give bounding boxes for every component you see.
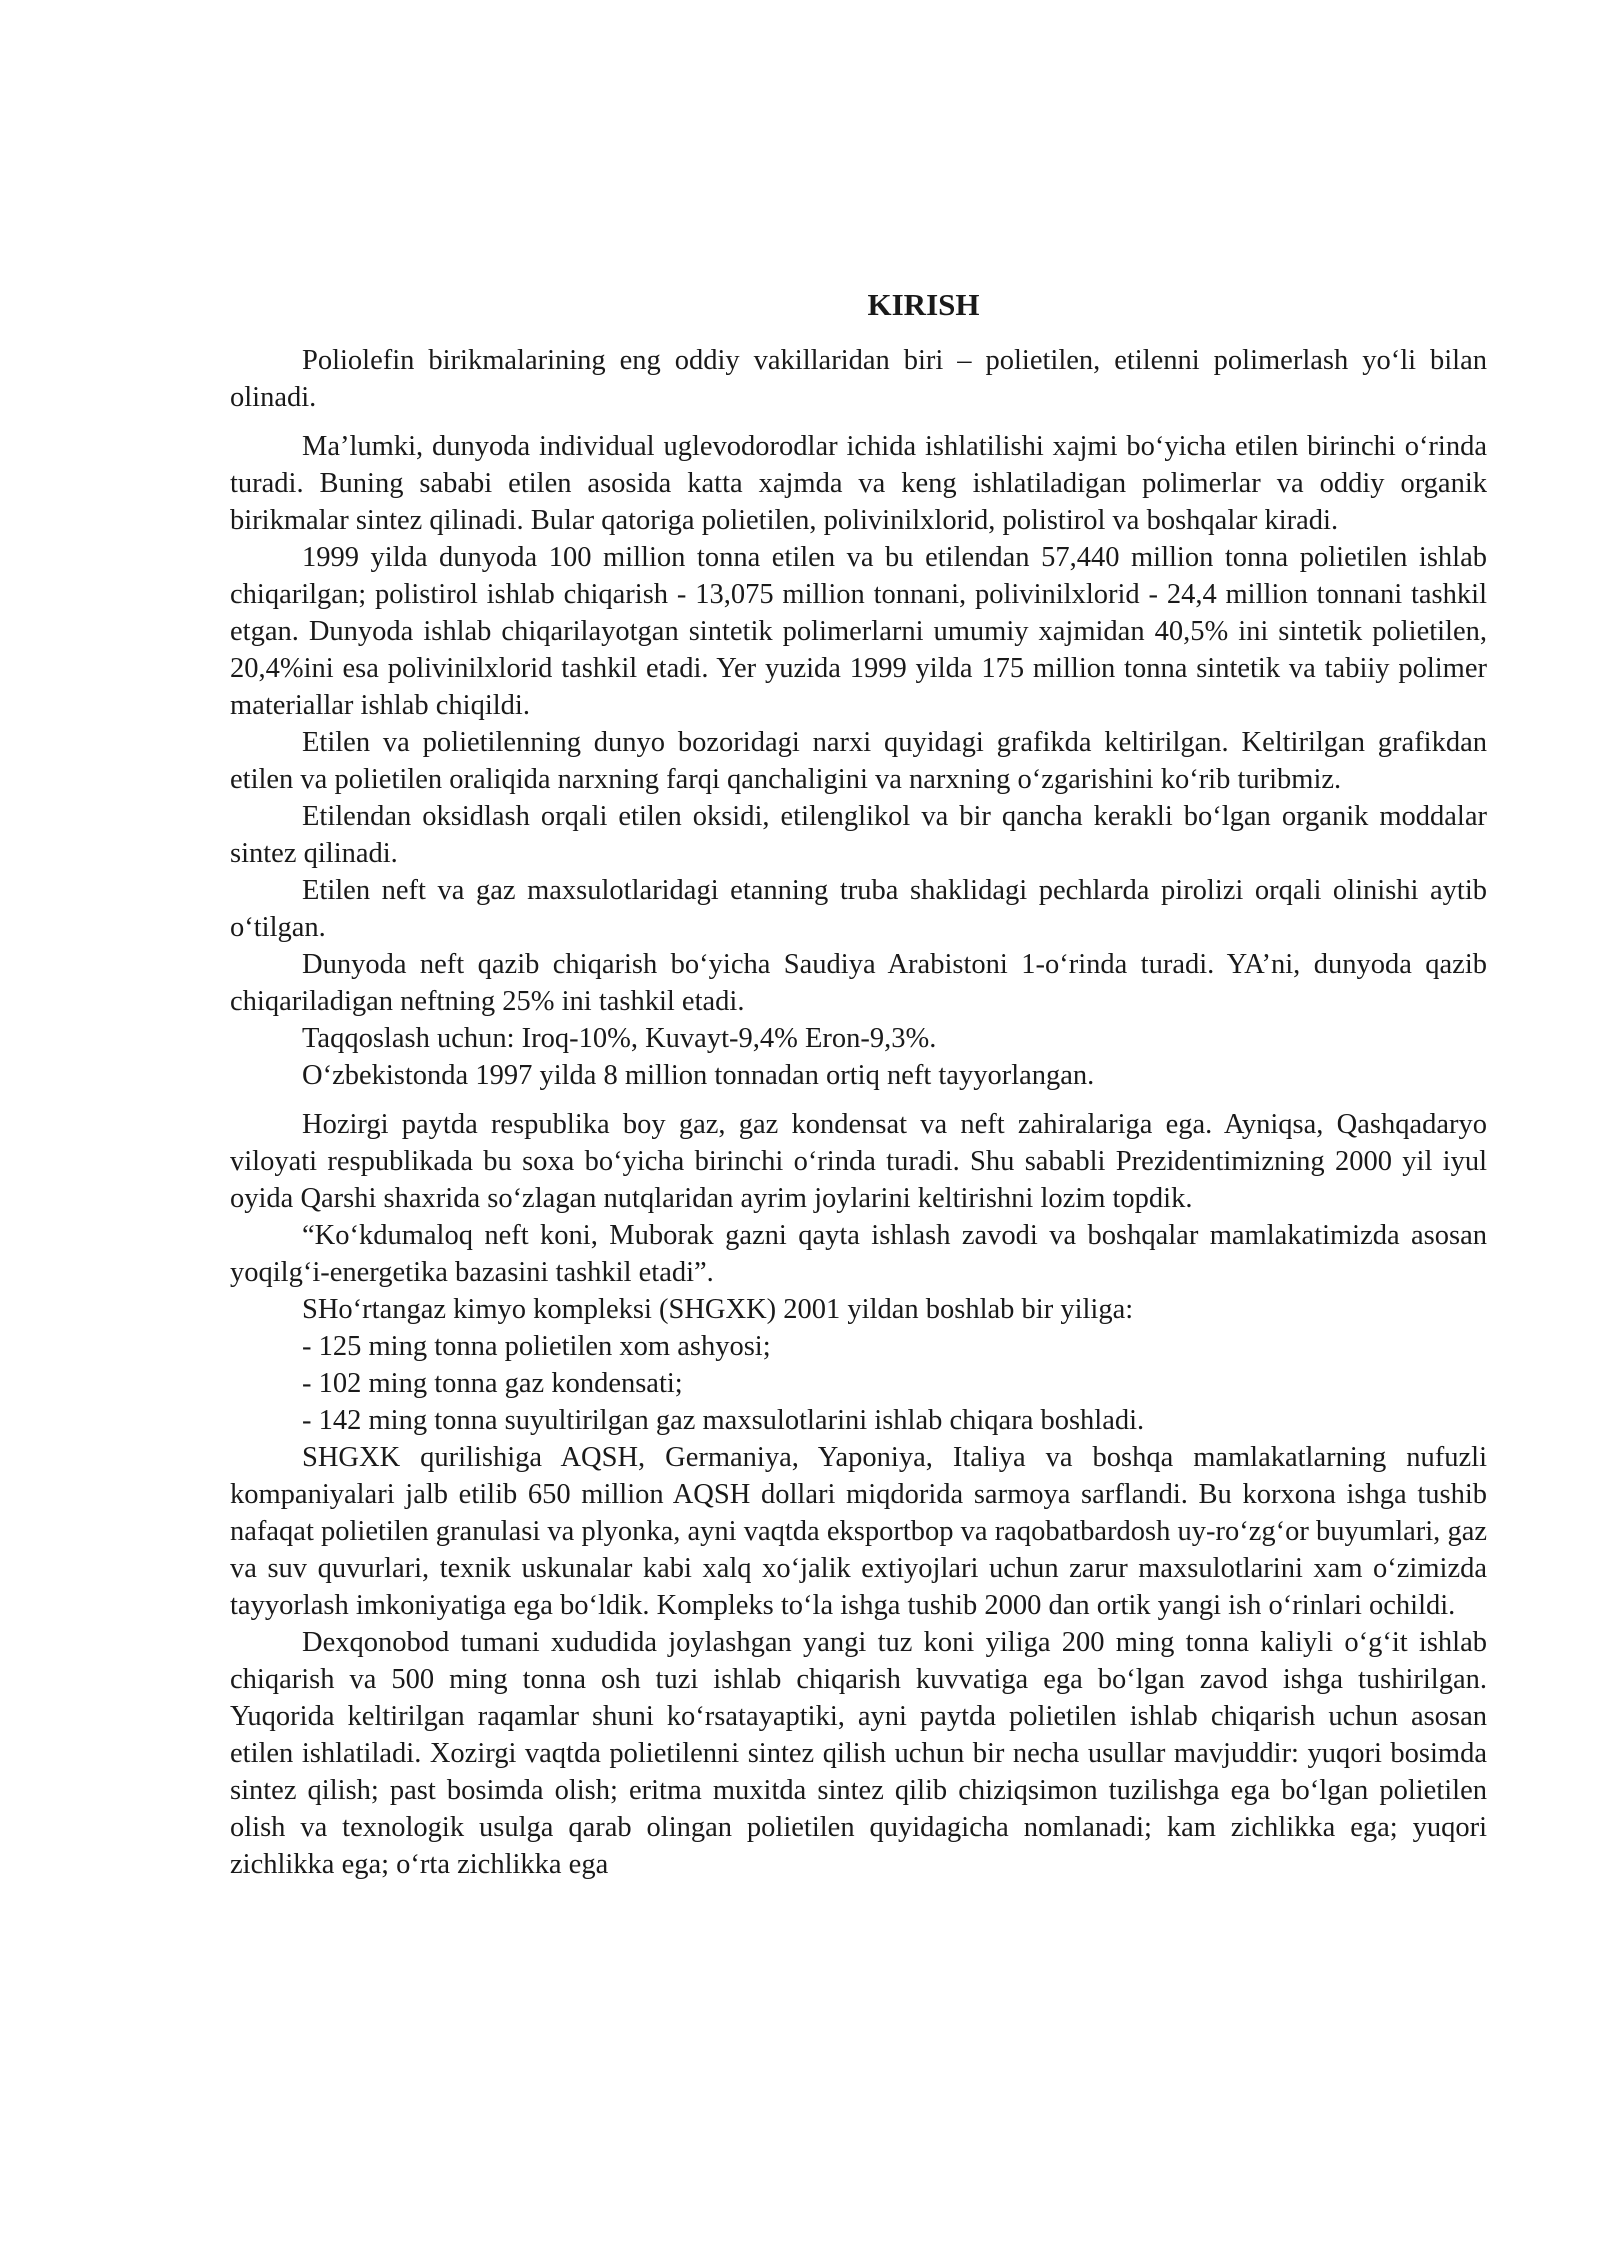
paragraph: Etilendan oksidlash orqali etilen oksidi, etilenglikol va bir qancha kerakli bo‘lgan organik moddalar sintez qilinadi. — [230, 801, 1487, 869]
paragraph: Etilen va polietilenning dunyo bozoridagi narxi quyidagi grafikda keltirilgan. Keltirilgan grafikdan etilen va polietilen oraliqida narxning farqi qanchaligini va narxning o‘zgarishini ko‘rib turibmiz. — [230, 727, 1487, 795]
paragraph-quote: “Ko‘kdumaloq neft koni, Muborak gazni qayta ishlash zavodi va boshqalar mamlakatimizda asosan yoqilg‘i-energetika bazasini tashkil etadi”. — [230, 1220, 1487, 1288]
list-item: - 142 ming tonna suyultirilgan gaz maxsulotlarini ishlab chiqara boshladi. — [302, 1405, 1145, 1436]
page-title: KIRISH — [867, 287, 980, 322]
document-body — [230, 285, 1487, 1883]
paragraph: 1999 yilda dunyoda 100 million tonna etilen va bu etilendan 57,440 million tonna polietilen ishlab chiqarilgan; polistirol ishlab chiqarish - 13,075 million tonnani, polivinilxlorid - 24,4 million tonnani tashkil etgan. Dunyoda ishlab chiqarilayotgan sintetik polimerlarni umumiy xajmidan 40,5% ini sintetik polietilen, 20,4%ini esa polivinilxlorid tashkil etadi. Yer yuzida 1999 yilda 175 million tonna sintetik va tabiiy polimer materiallar ishlab chiqildi. — [230, 542, 1487, 721]
paragraph: Hozirgi paytda respublika boy gaz, gaz kondensat va neft zahiralariga ega. Ayniqsa, Qashqadaryo viloyati respublikada bu soxa bo‘yicha birinchi o‘rinda turadi. Shu sababli Prezidentimizning 2000 yil iyul oyida Qarshi shaxrida so‘zlagan nutqlaridan ayrim joylarini keltirishni lozim topdik. — [230, 1109, 1487, 1214]
paragraph-intro: Poliolefin birikmalarining eng oddiy vakillaridan biri – polietilen, etilenni polimerlash yo‘li bilan olinadi. — [230, 345, 1487, 413]
paragraph: Taqqoslash uchun: Iroq-10%, Kuvayt-9,4% Eron-9,3%. — [302, 1023, 937, 1054]
paragraph: Ma’lumki, dunyoda individual uglevodorodlar ichida ishlatilishi xajmi bo‘yicha etilen birinchi o‘rinda turadi. Buning sababi etilen asosida katta xajmda va keng ishlatiladigan polimerlar va oddiy organik birikmalar sintez qilinadi. Bular qatoriga polietilen, polivinilxlorid, polistirol va boshqalar kiradi. — [230, 431, 1487, 536]
paragraph: Dexqonobod tumani xududida joylashgan yangi tuz koni yiliga 200 ming tonna kaliyli o‘g‘it ishlab chiqarish va 500 ming tonna osh tuzi ishlab chiqarish kuvvatiga ega bo‘lgan zavod ishga tushirilgan. Yuqorida keltirilgan raqamlar shuni ko‘rsatayaptiki, ayni paytda polietilen ishlab chiqarish uchun asosan etilen ishlatiladi. Xozirgi vaqtda polietilenni sintez qilish uchun bir necha usullar mavjuddir: yuqori bosimda sintez qilish; past bosimda olish; eritma muxitda sintez qilib chiziqsimon tuzilishga ega bo‘lgan polietilen olish va texnologik usulga qarab olingan polietilen quyidagicha nomlanadi; kam zichlikka ega; yuqori zichlikka ega; o‘rta zichlikka ega — [230, 1627, 1487, 1880]
paragraph: Etilen neft va gaz maxsulotlaridagi etanning truba shaklidagi pechlarda pirolizi orqali olinishi aytib o‘tilgan. — [230, 875, 1487, 943]
paragraph: SHo‘rtangaz kimyo kompleksi (SHGXK) 2001 yildan boshlab bir yiliga: — [302, 1294, 1134, 1325]
paragraph: O‘zbekistonda 1997 yilda 8 million tonnadan ortiq neft tayyorlangan. — [302, 1060, 1095, 1091]
paragraph: Dunyoda neft qazib chiqarish bo‘yicha Saudiya Arabistoni 1-o‘rinda turadi. YA’ni, dunyoda qazib chiqariladigan neftning 25% ini tashkil etadi. — [230, 949, 1487, 1017]
list-item: - 102 ming tonna gaz kondensati; — [302, 1368, 683, 1399]
list-item: - 125 ming tonna polietilen xom ashyosi; — [302, 1331, 771, 1362]
paragraph: SHGXK qurilishiga AQSH, Germaniya, Yaponiya, Italiya va boshqa mamlakatlarning nufuzli kompaniyalari jalb etilib 650 million AQSH dollari miqdorida sarmoya sarflandi. Bu korxona ishga tushib nafaqat polietilen granulasi va plyonka, ayni vaqtda eksportbop va raqobatbardosh uy-ro‘zg‘or buyumlari, gaz va suv quvurlari, texnik uskunalar kabi xalq xo‘jalik extiyojlari uchun zarur maxsulotlarini xam o‘zimizda tayyorlash imkoniyatiga ega bo‘ldik. Kompleks to‘la ishga tushib 2000 dan ortik yangi ish o‘rinlari ochildi. — [230, 1442, 1487, 1621]
